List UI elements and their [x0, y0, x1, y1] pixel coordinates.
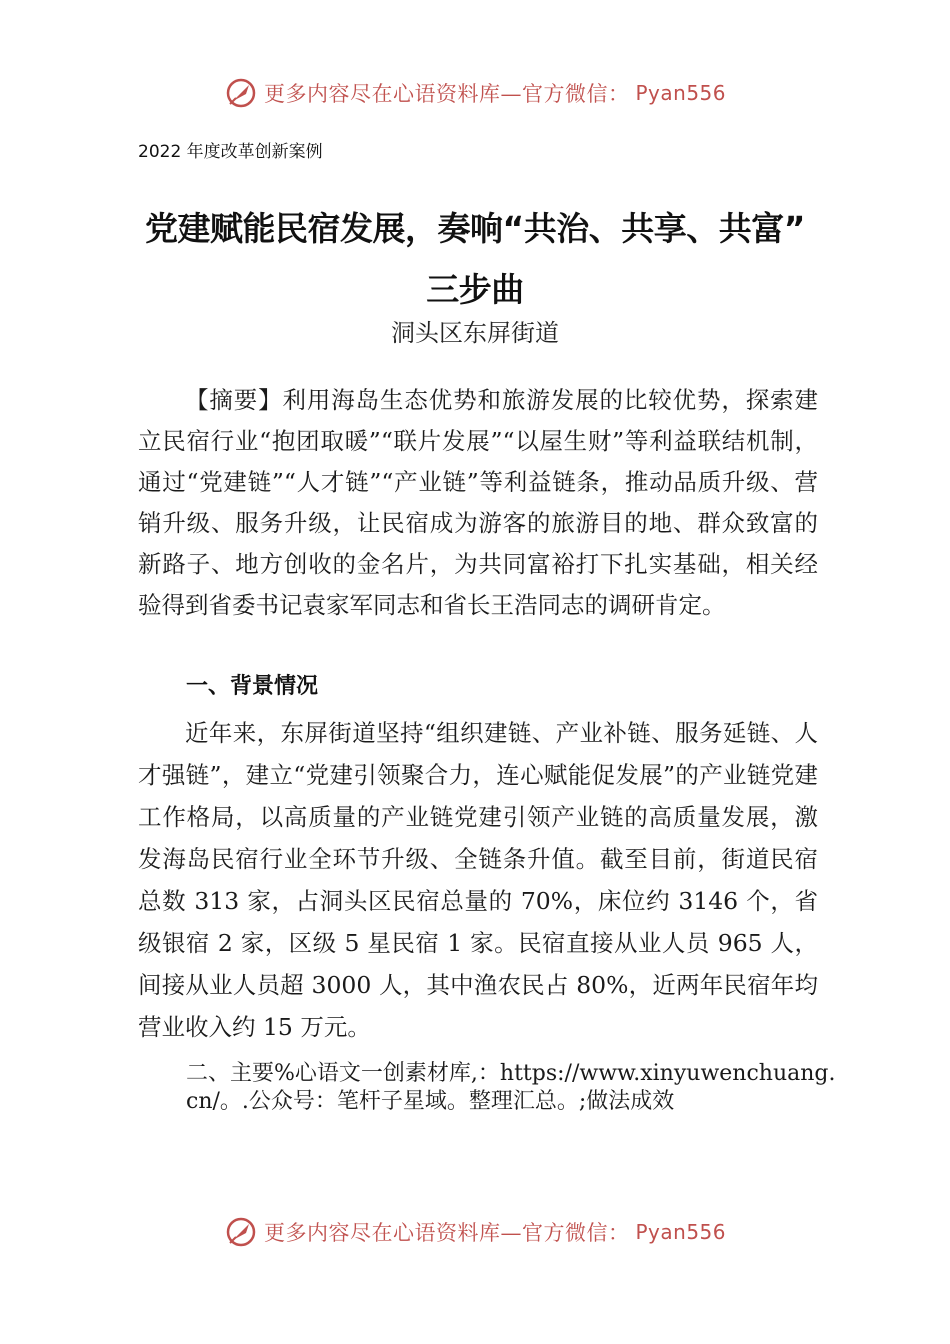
title-line-1: 党建赋能民宿发展，奏响“共治、共享、共富” — [145, 209, 805, 248]
watermark-text: 更多内容尽在心语资料库—官方微信： — [263, 82, 630, 106]
quill-logo-icon — [224, 76, 258, 110]
section-2-heading: 二、主要%心语文一创素材库,：https://www.xinyuwenchuang.cn/。.公众号：笔杆子星域。整理汇总。;做法成效 — [186, 1061, 836, 1114]
background-section — [138, 712, 818, 1048]
section-1-heading: 一、背景情况 — [186, 674, 319, 699]
watermark-header — [0, 76, 950, 110]
watermark-wechat: Pyan556 — [635, 81, 726, 105]
watermark-footer — [0, 1215, 950, 1249]
author-unit: 洞头区东屏街道 — [391, 319, 559, 347]
title-line-2: 三步曲 — [426, 270, 524, 309]
background-paragraph: 近年来，东屏街道坚持“组织建链、产业补链、服务延链、人才强链”，建立“党建引领聚合力，连心赋能促发展”的产业链党建工作格局，以高质量的产业链党建引领产业链的高质量发展，激发海岛民宿行业全环节升级、全链条升值。截至目前，街道民宿总数 313 家，占洞头区民宿总量的 70%，床位约 3146 个，省级银宿 2 家，区级 5 星民宿 1 家。民宿直接从业人员 965 人，间接从业人员超 3000 人，其中渔农民占 80%，近两年民宿年均营业收入约 15 万元。 — [138, 719, 818, 1041]
quill-logo-icon — [224, 1215, 258, 1249]
case-label: 2022 年度改革创新案例 — [138, 142, 323, 162]
watermark-text: 更多内容尽在心语资料库—官方微信： — [263, 1221, 630, 1245]
watermark-wechat: Pyan556 — [635, 1220, 726, 1244]
abstract-paragraph: 【摘要】利用海岛生态优势和旅游发展的比较优势，探索建立民宿行业“抱团取暖”“联片发展”“以屋生财”等利益联结机制，通过“党建链”“人才链”“产业链”等利益链条，推动品质升级、营销升级、服务升级，让民宿成为游客的旅游目的地、群众致富的新路子、地方创收的金名片，为共同富裕打下扎实基础，相关经验得到省委书记袁家军同志和省长王浩同志的调研肯定。 — [138, 386, 818, 619]
abstract-section — [138, 380, 818, 626]
